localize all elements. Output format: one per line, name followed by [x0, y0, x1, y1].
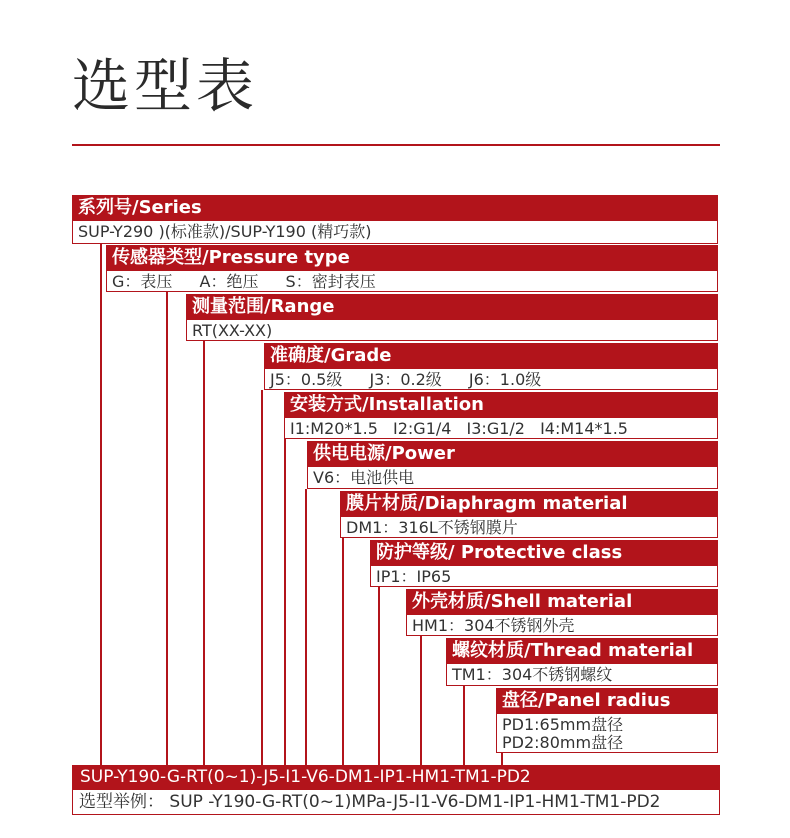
section-header-shell-material: 外壳材质/Shell material — [406, 589, 718, 614]
option-text: I2:G1/4 — [393, 419, 452, 438]
option-text: IP1：IP65 — [376, 567, 452, 586]
connector-line — [378, 587, 380, 765]
option-box-power — [307, 466, 718, 489]
option-box-panel-radius — [496, 713, 718, 753]
model-code-bar: SUP-Y190-G-RT(0~1)-J5-I1-V6-DM1-IP1-HM1-TM1-PD2 — [72, 765, 720, 789]
title-divider — [72, 144, 720, 146]
connector-line — [284, 439, 286, 765]
section-header-diaphragm-material: 膜片材质/Diaphragm material — [340, 491, 718, 516]
option-text: J3：0.2级 — [369, 370, 442, 389]
option-box-installation — [284, 417, 718, 439]
page-title: 选型表 — [72, 52, 259, 120]
option-text: PD1:65mm盘径 — [502, 715, 624, 734]
connector-line — [420, 636, 422, 765]
option-text: SUP-Y290 )(标准款)/SUP-Y190 (精巧款) — [78, 222, 372, 241]
option-box-shell-material — [406, 614, 718, 636]
connector-line — [501, 752, 503, 765]
example-label: 选型举例： — [79, 792, 164, 812]
connector-line — [203, 341, 205, 765]
option-text: I4:M14*1.5 — [540, 419, 628, 438]
connector-line — [166, 292, 168, 765]
connector-line — [100, 244, 102, 765]
option-text: I3:G1/2 — [466, 419, 525, 438]
option-text: HM1：304不锈钢外壳 — [412, 616, 575, 635]
option-text: J5：0.5级 — [270, 370, 343, 389]
section-header-panel-radius: 盘径/Panel radius — [496, 688, 718, 713]
option-text: S：密封表压 — [285, 272, 376, 291]
section-header-installation: 安装方式/Installation — [284, 392, 718, 417]
connector-line — [261, 390, 263, 765]
option-text: J6：1.0级 — [468, 370, 542, 389]
option-box-pressure-type — [106, 270, 718, 292]
option-text: A：绝压 — [199, 272, 259, 291]
option-text: V6：电池供电 — [313, 468, 415, 487]
option-box-protective-class — [370, 565, 718, 587]
option-text: G：表压 — [112, 272, 173, 291]
option-text: I1:M20*1.5 — [290, 419, 378, 438]
section-header-range: 测量范围/Range — [186, 294, 718, 319]
connector-line — [305, 489, 307, 765]
selection-example — [72, 789, 720, 815]
example-value: SUP -Y190-G-RT(0~1)MPa-J5-I1-V6-DM1-IP1-HM1-TM1-PD2 — [169, 792, 661, 812]
option-text: RT(XX-XX) — [192, 321, 273, 340]
option-box-diaphragm-material — [340, 516, 718, 538]
connector-line — [342, 538, 344, 765]
section-header-series: 系列号/Series — [72, 195, 718, 220]
section-header-pressure-type: 传感器类型/Pressure type — [106, 245, 718, 270]
option-text: DM1：316L不锈钢膜片 — [346, 518, 518, 537]
option-box-thread-material — [446, 663, 718, 686]
section-header-protective-class: 防护等级/ Protective class — [370, 540, 718, 565]
option-box-range — [186, 319, 718, 341]
section-header-power: 供电电源/Power — [307, 441, 718, 466]
connector-line — [463, 686, 465, 765]
option-text: TM1：304不锈钢螺纹 — [452, 665, 613, 684]
section-header-thread-material: 螺纹材质/Thread material — [446, 638, 718, 663]
section-header-grade: 准确度/Grade — [264, 343, 718, 368]
option-box-series — [72, 220, 718, 244]
option-box-grade — [264, 368, 718, 390]
option-text: PD2:80mm盘径 — [502, 733, 624, 752]
